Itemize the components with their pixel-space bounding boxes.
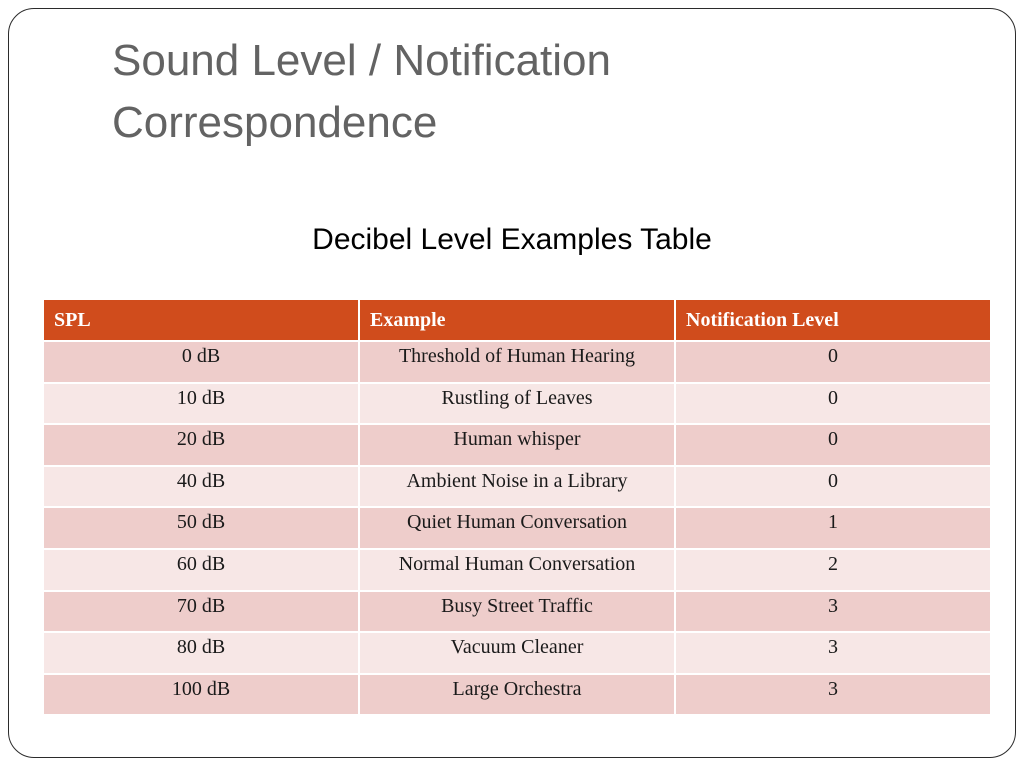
cell-spl: 40 dB xyxy=(43,466,359,508)
cell-example: Rustling of Leaves xyxy=(359,383,675,425)
cell-example: Busy Street Traffic xyxy=(359,591,675,633)
cell-example: Quiet Human Conversation xyxy=(359,507,675,549)
table-row xyxy=(43,591,991,633)
cell-spl: 0 dB xyxy=(43,341,359,383)
cell-example: Human whisper xyxy=(359,424,675,466)
cell-spl: 70 dB xyxy=(43,591,359,633)
cell-spl: 60 dB xyxy=(43,549,359,591)
table-row xyxy=(43,424,991,466)
slide-title xyxy=(112,30,872,154)
cell-example: Vacuum Cleaner xyxy=(359,632,675,674)
cell-notification-level: 3 xyxy=(675,591,991,633)
table-caption: Decibel Level Examples Table xyxy=(312,223,712,256)
slide-title-line-1: Sound Level / Notification xyxy=(112,36,611,85)
cell-notification-level: 0 xyxy=(675,466,991,508)
slide-title-line-2: Correspondence xyxy=(112,98,438,147)
header-notification-level: Notification Level xyxy=(675,299,991,341)
cell-notification-level: 2 xyxy=(675,549,991,591)
cell-notification-level: 1 xyxy=(675,507,991,549)
decibel-level-table xyxy=(42,298,992,716)
table-row xyxy=(43,549,991,591)
cell-notification-level: 0 xyxy=(675,341,991,383)
cell-notification-level: 3 xyxy=(675,632,991,674)
cell-spl: 20 dB xyxy=(43,424,359,466)
table-row xyxy=(43,466,991,508)
header-example: Example xyxy=(359,299,675,341)
table-header-row xyxy=(43,299,991,341)
cell-notification-level: 0 xyxy=(675,424,991,466)
cell-spl: 100 dB xyxy=(43,674,359,716)
cell-example: Threshold of Human Hearing xyxy=(359,341,675,383)
header-spl: SPL xyxy=(43,299,359,341)
cell-example: Normal Human Conversation xyxy=(359,549,675,591)
table-row xyxy=(43,507,991,549)
table-row xyxy=(43,383,991,425)
cell-example: Ambient Noise in a Library xyxy=(359,466,675,508)
table-row xyxy=(43,674,991,716)
cell-notification-level: 3 xyxy=(675,674,991,716)
cell-spl: 10 dB xyxy=(43,383,359,425)
table-row xyxy=(43,632,991,674)
cell-example: Large Orchestra xyxy=(359,674,675,716)
cell-spl: 80 dB xyxy=(43,632,359,674)
cell-spl: 50 dB xyxy=(43,507,359,549)
table-row xyxy=(43,341,991,383)
cell-notification-level: 0 xyxy=(675,383,991,425)
